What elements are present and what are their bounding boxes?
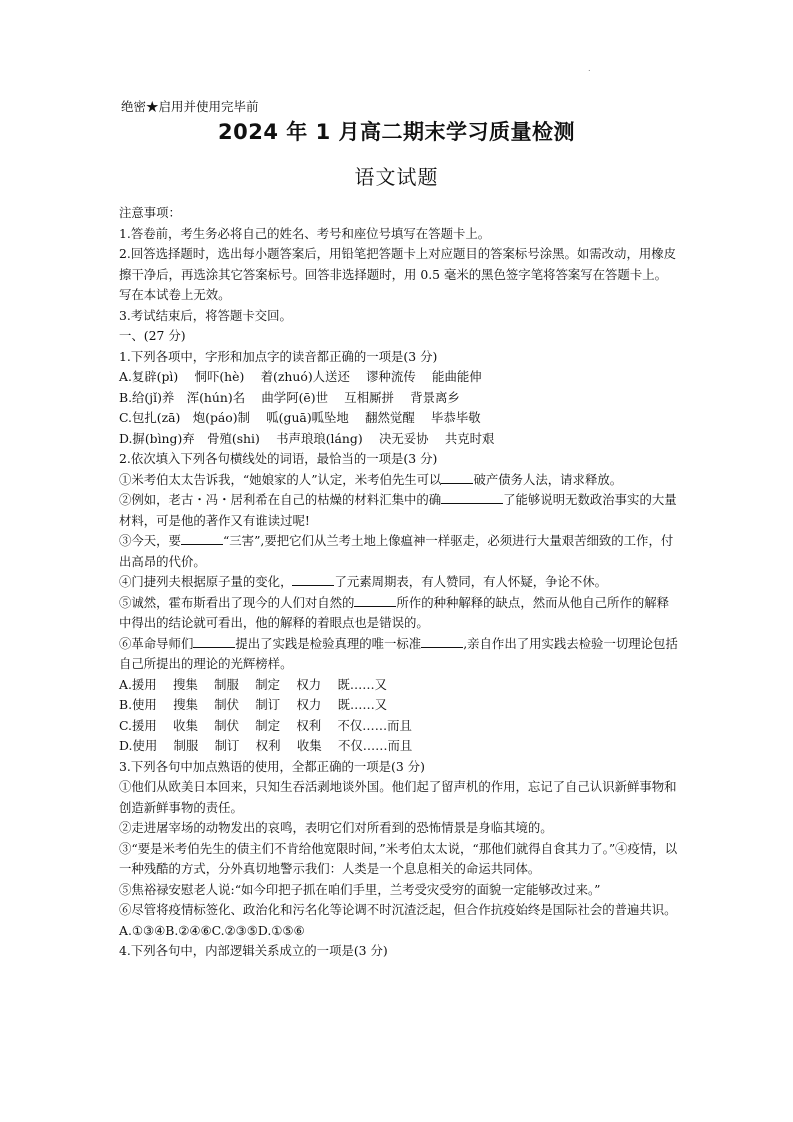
exam-subtitle: 语文试题 bbox=[354, 165, 439, 189]
q2-s1-text: ①米考伯太太告诉我，“她娘家的人”认定，米考伯先生可以 bbox=[119, 471, 442, 487]
notice-item-2: 2.回答选择题时，选出每小题答案后，用铅笔把答题卡上对应题目的答案标号涂黑。如需改动，用橡皮擦干净后，再选涂其它答案标号。回答非选择题时，用 0.5 毫米的黑色签字笔将答案写在答题卡上。写在本试卷上无效。 bbox=[119, 246, 677, 302]
q2-option-c: C.援用 收集 制伏 制定 权利 不仅……而且 bbox=[119, 717, 412, 733]
q2-sentence-3 bbox=[119, 531, 679, 572]
q1-option-b: B.给(jǐ)养 浑(hún)名 曲学阿(ē)世 互相厮拼 背景离乡 bbox=[119, 389, 460, 405]
q2-s2-text: ②例如，老古・冯・居利希在自己的枯燥的材料汇集中的确 bbox=[119, 492, 442, 507]
q3-sentence-5: ⑤焦裕禄安慰老人说:“如今印把子抓在咱们手里，兰考受灾受穷的面貌一定能够改过来。” bbox=[119, 881, 601, 897]
q1-option-c: C.包扎(zā) 炮(páo)制 呱(guā)呱坠地 翻然觉醒 毕恭毕敬 bbox=[119, 410, 481, 425]
q2-option-a: A.援用 搜集 制服 制定 权力 既……又 bbox=[119, 676, 388, 692]
q2-sentence-2 bbox=[119, 490, 679, 531]
blank bbox=[441, 471, 473, 484]
exam-body bbox=[119, 203, 679, 962]
q3-sentence-6: ⑥尽管将疫情标签化、政治化和污名化等论调不时沉渣泛起，但合作抗疫始终是国际社会的普遍共识。 bbox=[119, 902, 677, 917]
blank bbox=[181, 532, 223, 545]
q2-sentence-6 bbox=[119, 634, 679, 675]
q2-s5-text-end: 所作的种种解释的缺点，然而从他自己所作的解释中得出的结论就可看出，他的解释的着眼点也是错误的。 bbox=[119, 594, 670, 630]
q2-s3-text-end: “三害”,要把它们从兰考土地上像瘟神一样驱走，必须进行大量艰苦细致的工作，付出高昂的代价。 bbox=[119, 533, 674, 569]
blank bbox=[292, 573, 334, 586]
q3-sentence-3-4: ③“要是米考伯先生的债主们不肯给他宽限时间，”米考伯太太说，“那他们就得自食其力了。”④疫情，以一种残酷的方式，分外真切地警示我们：人类是一个息息相关的命运共同体。 bbox=[119, 840, 678, 876]
q3-stem: 3.下列各句中加点熟语的使用，全都正确的一项是(3 分) bbox=[119, 758, 425, 774]
q3-sentence-2: ②走进屠宰场的动物发出的哀鸣，表明它们对所看到的恐怖情景是身临其境的。 bbox=[119, 820, 553, 835]
q4-stem: 4.下列各句中，内部逻辑关系成立的一项是(3 分) bbox=[119, 943, 388, 958]
q2-sentence-5 bbox=[119, 593, 679, 634]
q2-sentence-4 bbox=[119, 572, 679, 593]
blank bbox=[354, 594, 396, 607]
blank bbox=[421, 635, 463, 648]
q2-s1-text-end: 破产债务人法，请求释放。 bbox=[473, 471, 623, 487]
blank bbox=[441, 491, 503, 504]
q2-s3-text: ③今天，要 bbox=[119, 533, 181, 548]
section-heading: 一、(27 分) bbox=[119, 328, 186, 343]
q2-option-d: D.使用 制服 制订 权利 收集 不仅……而且 bbox=[119, 738, 413, 753]
blank bbox=[193, 635, 235, 648]
q2-s2-text-end: 了能够说明无数政治事实的大量材料，可是他的著作又有谁读过呢! bbox=[119, 492, 677, 528]
q2-stem: 2.依次填入下列各句横线处的词语，最恰当的一项是(3 分) bbox=[119, 451, 438, 466]
q2-s6-text-mid: 提出了实践是检验真理的唯一标准 bbox=[235, 635, 422, 651]
notice-item-3: 3.考试结束后，将答题卡交回。 bbox=[119, 307, 292, 323]
q2-s6-text-end: ,亲自作出了用实践去检验一切理论包括自己所提出的理论的光辉榜样。 bbox=[119, 635, 678, 671]
q1-option-d: D.摒(bìng)弃 骨殖(shi) 书声琅琅(láng) 决无妥协 共克时艰 bbox=[119, 430, 495, 446]
q3-options: A.①③④B.②④⑥C.②③⑤D.①⑤⑥ bbox=[119, 922, 305, 938]
q2-option-b: B.使用 搜集 制伏 制订 权力 既……又 bbox=[119, 697, 388, 712]
q2-s4-text-end: 了元素周期表，有人赞同，有人怀疑，争论不休。 bbox=[334, 574, 608, 589]
notice-heading: 注意事项： bbox=[119, 205, 181, 220]
exam-title: 2024 年 1 月高二期末学习质量检测 bbox=[218, 120, 575, 144]
q1-option-a: A.复辟(pì) 恫吓(hè) 着(zhuó)人送还 谬种流传 能曲能伸 bbox=[119, 369, 482, 384]
q2-sentence-1 bbox=[119, 470, 679, 491]
q1-stem: 1.下列各项中，字形和加点字的读音都正确的一项是(3 分) bbox=[119, 348, 438, 364]
scan-dot: . bbox=[588, 64, 591, 73]
q2-s5-text: ⑤诚然，霍布斯看出了现今的人们对自然的 bbox=[119, 594, 355, 610]
confidential-note: 绝密★启用并使用完毕前 bbox=[121, 99, 259, 114]
q2-s4-text: ④门捷列夫根据原子量的变化， bbox=[119, 574, 293, 589]
notice-item-1: 1.答卷前，考生务必将自己的姓名、考号和座位号填写在答题卡上。 bbox=[119, 225, 491, 241]
q3-sentence-1: ①他们从欧美日本回来，只知生吞活剥地谈外国。他们起了留声机的作用，忘记了自己认识新鲜事物和创造新鲜事物的责任。 bbox=[119, 779, 677, 815]
q2-s6-text: ⑥革命导师们 bbox=[119, 635, 194, 651]
